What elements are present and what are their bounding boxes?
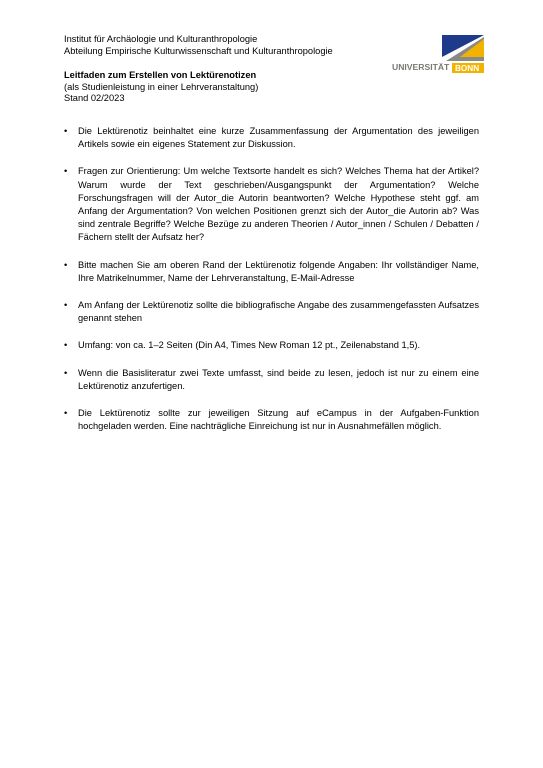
list-item-text: Am Anfang der Lektürenotiz sollte die bibliografische Angabe des zusammengefassten Aufsatzes genannt stehen (78, 300, 479, 324)
list-item (64, 165, 479, 244)
institute-name: Institut für Archäologie und Kulturanthropologie (64, 34, 258, 44)
logo-text-universitaet: UNIVERSITÄT (392, 62, 450, 72)
bullet-icon: • (64, 126, 68, 136)
list-item (64, 339, 479, 352)
bullet-icon: • (64, 408, 68, 419)
university-bonn-logo (390, 35, 484, 75)
document-title: Leitfaden zum Erstellen von Lektürenotizen (64, 70, 257, 80)
bullet-icon: • (64, 259, 68, 270)
list-item-text: Die Lektürenotiz sollte zur jeweiligen Sitzung auf eCampus in der Aufgaben-Funktion hochgeladen werden. Eine nachträgliche Einreichung ist nur in Ausnahmefällen möglich. (78, 408, 479, 432)
list-item (64, 259, 479, 285)
document-date: Stand 02/2023 (64, 93, 125, 103)
document-title-block (64, 70, 258, 105)
list-item (64, 299, 479, 325)
list-item-text: Fragen zur Orientierung: Um welche Textsorte handelt es sich? Welches Thema hat der Artikel? Warum wurde der Text geschrieben/Ausgangspunkt der Argumentation? Welche Forschungsfragen will der Autor_die Autorin beantworten? Welche Hypothese steht ggf. am Anfang der Argumentation? Von welchen Positionen grenzt sich der Autor_die Autorin ab? Was sind zentrale Begriffe? Welche Bezüge zu anderen Theorien / Autor_innen / Schulen / Debatten / Fächern stellt der Aufsatz her? (78, 166, 479, 243)
list-item-text: Bitte machen Sie am oberen Rand der Lektürenotiz folgende Angaben: Ihr vollständiger Name, Ihre Matrikelnummer, Name der Lehrveranstaltung, E-Mail-Adresse (78, 259, 479, 283)
list-item-text: Umfang: von ca. 1–2 Seiten (Din A4, Times New Roman 12 pt., Zeilenabstand 1,5). (78, 340, 421, 351)
guideline-list (64, 125, 479, 447)
list-item (64, 367, 479, 393)
bullet-icon: • (64, 367, 68, 378)
logo-text-bonn: BONN (455, 64, 480, 73)
list-item-text: Wenn die Basisliteratur zwei Texte umfasst, sind beide zu lesen, jedoch ist nur zu einem eine Lektürenotiz anzufertigen. (78, 367, 479, 391)
institute-header (64, 34, 333, 57)
bullet-icon: • (64, 166, 68, 177)
document-subtitle: (als Studienleistung in einer Lehrveranstaltung) (64, 81, 259, 92)
list-item (64, 125, 479, 151)
bullet-icon: • (64, 340, 68, 351)
department-name: Abteilung Empirische Kulturwissenschaft und Kulturanthropologie (64, 45, 333, 56)
list-item (64, 407, 479, 433)
bullet-icon: • (64, 300, 68, 311)
list-item-text: Die Lektürenotiz beinhaltet eine kurze Zusammenfassung der Argumentation des jeweiligen Artikels sowie ein eigenes Statement zur Diskussion. (78, 126, 479, 150)
